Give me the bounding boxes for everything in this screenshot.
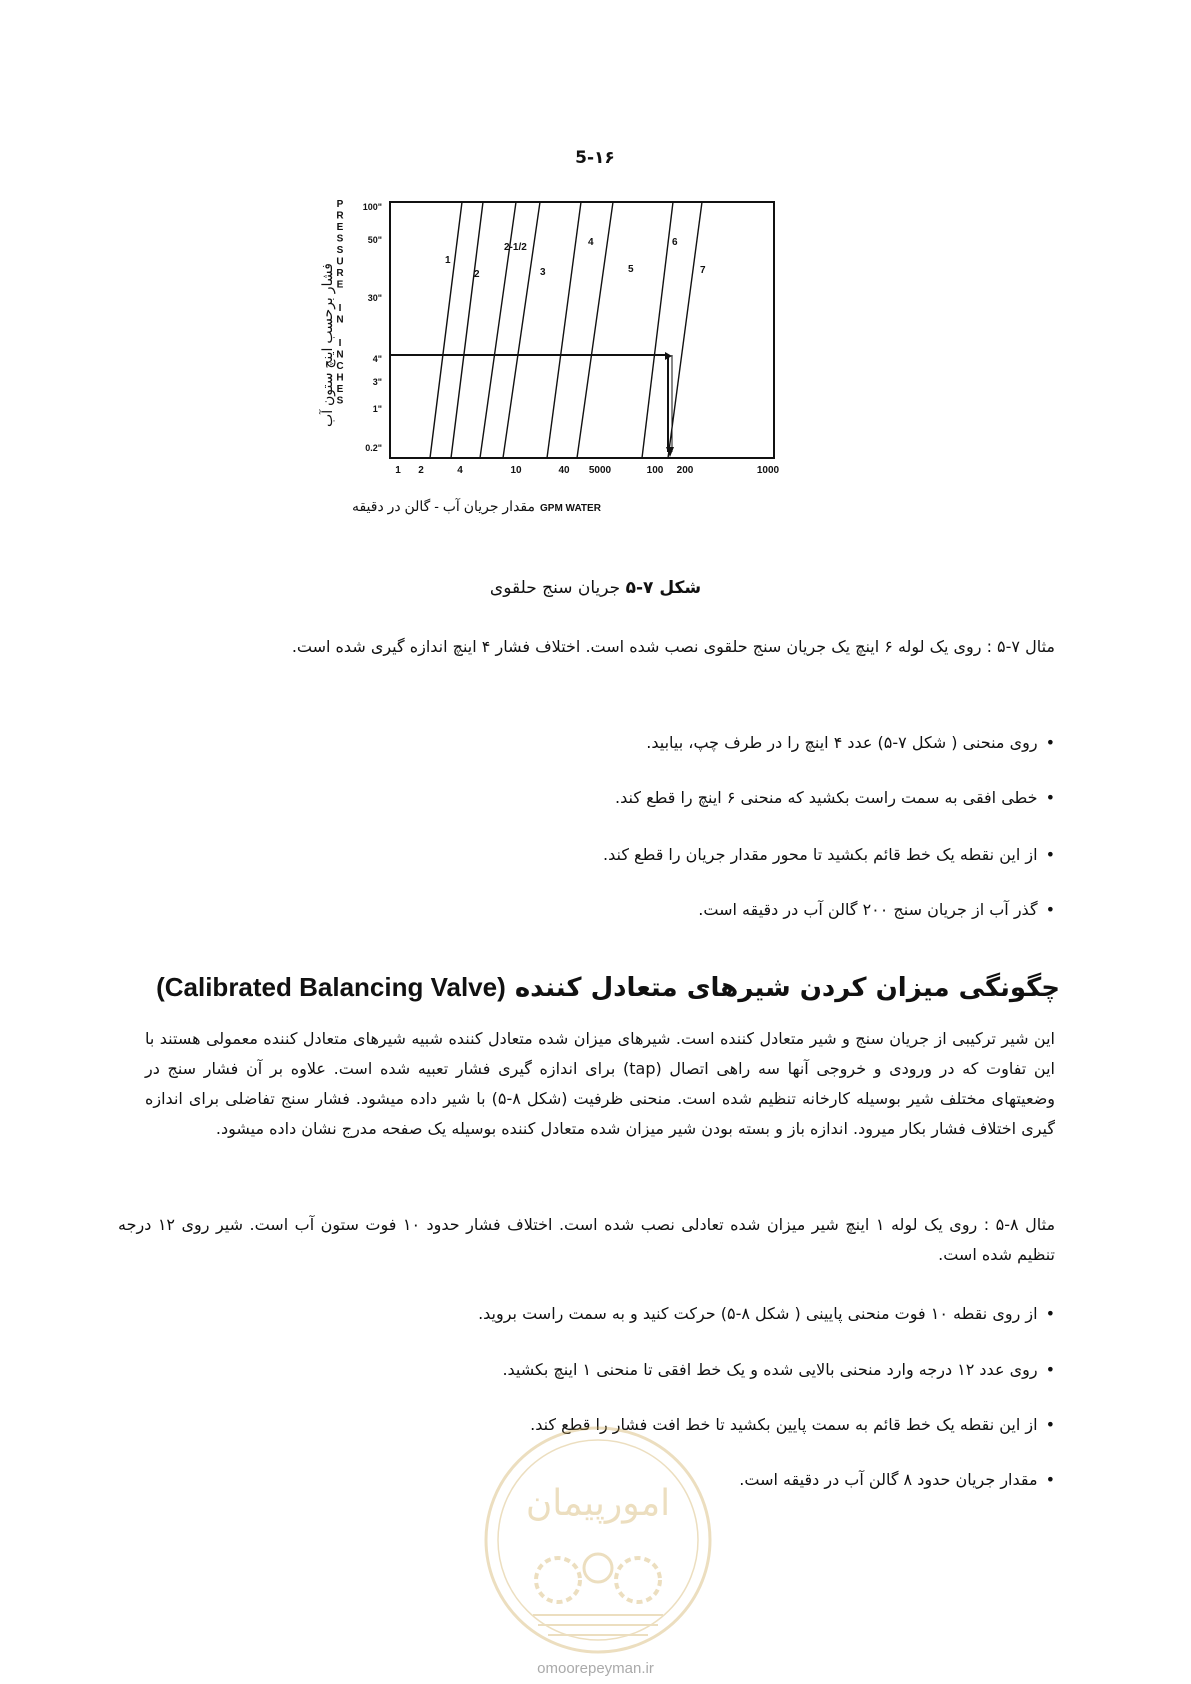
- x-tick-label: 1000: [756, 465, 780, 476]
- curve-label: 6: [672, 237, 678, 248]
- example1-intro: مثال ۷-۵ : روی یک لوله ۶ اینچ یک جریان سنج حلقوی نصب شده است. اختلاف فشار ۴ اینچ اندازه گیری شده است.: [291, 637, 1055, 656]
- y-axis-letter: I: [338, 338, 342, 349]
- y-axis-letter: R: [336, 210, 344, 222]
- x-axis-ticks: [395, 465, 779, 476]
- curve-line: [430, 202, 462, 458]
- y-axis-letter: N: [336, 314, 344, 326]
- curve-label: 7: [700, 265, 706, 276]
- x-tick-label: 10: [510, 465, 522, 476]
- y-axis-letter: C: [336, 361, 344, 372]
- curve-line: [451, 202, 483, 458]
- y-axis-letter: E: [336, 222, 344, 233]
- y-axis-letter: N: [336, 349, 344, 361]
- watermark-site: omoorepeyman.ir: [537, 1660, 654, 1677]
- y-axis-letter: I: [338, 303, 342, 314]
- curve-label: 4: [588, 237, 594, 248]
- section-heading-fa: چگونگی میزان کردن شیرهای متعادل کننده: [514, 973, 1060, 1003]
- x-tick-label: 200: [676, 465, 694, 476]
- x-tick-label: 100: [646, 465, 664, 476]
- x-axis-label-fa: مقدار جریان آب - گالن در دقیقه: [351, 498, 535, 514]
- figure-caption: [0, 578, 1191, 598]
- curve-line: [547, 202, 581, 458]
- flow-curves: [430, 202, 702, 458]
- page-number: 5-۱۶: [575, 148, 615, 168]
- y-tick-label: 50": [367, 235, 382, 245]
- example1-step-3: • از این نقطه یک خط قائم بکشید تا محور مقدار جریان را قطع کند.: [603, 845, 1055, 864]
- section-body: این شیر ترکیبی از جریان سنج و شیر متعادل کننده است. شیرهای میزان شده متعادل کننده شبیه شیرهای متعادل کننده معمولی هستند با این تفاوت که در ورودی و خروجی آنها سه راهی اتصال (tap) برای اندازه گیری فشار تعبیه شده است. علاوه بر آن فشار سنج در وضعیتهای مختلف شیر بوسیله کارخانه تنظیم شده است. منحنی ظرفیت (شکل ۸-۵) با شیر داده میشود. فشار سنج تفاضلی برای اندازه گیری اختلاف فشار بکار میرود. اندازه باز و بسته بودن شیر میزان شده متعادل کننده بوسیله یک صفحه مدرج نشان داده میشود.: [145, 1029, 1056, 1138]
- x-tick-label: 2: [418, 465, 424, 476]
- y-tick-label: 1": [372, 404, 382, 414]
- y-axis-letter: U: [336, 256, 344, 268]
- y-tick-label: 4": [372, 354, 382, 364]
- watermark-seal: [478, 1420, 718, 1660]
- y-tick-label: 3": [372, 377, 382, 387]
- curve-line: [503, 202, 540, 458]
- y-axis-letter: E: [336, 279, 344, 291]
- x-tick-label: 5000: [588, 465, 612, 476]
- example2-step-1: • از روی نقطه ۱۰ فوت منحنی پایینی ( شکل ۸-۵) حرکت کنید و به سمت راست بروید.: [478, 1304, 1055, 1323]
- curve-label: 3: [540, 267, 546, 278]
- curve-label: 2: [474, 269, 480, 280]
- example1-step-1: • روی منحنی ( شکل ۷-۵) عدد ۴ اینچ را در طرف چپ، بیابید.: [646, 733, 1055, 752]
- curve-label: 5: [628, 264, 634, 275]
- figure-caption-label: شکل ۷-۵: [625, 578, 702, 598]
- example2-step-4: • مقدار جریان حدود ۸ گالن آب در دقیقه است.: [739, 1470, 1055, 1489]
- x-axis-label-en: GPM WATER: [540, 503, 601, 514]
- curve-line: [480, 202, 516, 458]
- y-axis-letter: S: [336, 233, 344, 245]
- x-tick-label: 4: [457, 465, 463, 476]
- example2-step-2: • روی عدد ۱۲ درجه وارد منحنی بالایی شده و یک خط افقی تا منحنی ۱ اینچ بکشید.: [502, 1360, 1055, 1379]
- y-axis-label-fa: فشار برحسب اینچ ستون آب: [319, 263, 335, 427]
- example2-intro: مثال ۸-۵ : روی یک لوله ۱ اینچ شیر میزان شده تعادلی نصب شده است. اختلاف فشار حدود ۱۰ فوت ستون آب است. شیر روی ۱۲ درجه تنظیم شده است.: [118, 1215, 1056, 1264]
- y-axis-letter: H: [336, 372, 344, 384]
- x-tick-label: 1: [395, 465, 401, 476]
- section-heading-en: (Calibrated Balancing Valve): [156, 972, 506, 1002]
- example1-step-2: • خطی افقی به سمت راست بکشید که منحنی ۶ اینچ را قطع کند.: [615, 788, 1055, 807]
- y-axis-letter: R: [336, 268, 344, 279]
- y-axis-letter: S: [336, 245, 344, 256]
- curve-label: 1: [445, 255, 451, 266]
- y-tick-label: 30": [367, 293, 382, 303]
- flow-chart: [310, 195, 810, 525]
- curve-label: 2-1/2: [504, 242, 527, 253]
- y-axis-letter: E: [336, 384, 344, 395]
- example2-step-3: • از این نقطه یک خط قائم به سمت پایین بکشید تا خط افت فشار را قطع کند.: [530, 1415, 1055, 1434]
- y-tick-label: 100": [362, 202, 382, 212]
- y-axis-letters: [336, 199, 344, 407]
- section-heading: [60, 972, 1060, 1003]
- figure-caption-text: جریان سنج حلقوی: [489, 578, 621, 598]
- y-axis-letter: S: [336, 395, 344, 407]
- y-tick-label: 0.2": [365, 443, 382, 453]
- y-axis-ticks: [363, 202, 382, 453]
- y-axis-letter: P: [336, 199, 344, 210]
- example1-step-4: • گذر آب از جریان سنج ۲۰۰ گالن آب در دقیقه است.: [698, 900, 1055, 919]
- curve-line: [577, 202, 613, 458]
- x-tick-label: 40: [558, 465, 570, 476]
- watermark-logo-text: امورپیمان: [525, 1483, 671, 1524]
